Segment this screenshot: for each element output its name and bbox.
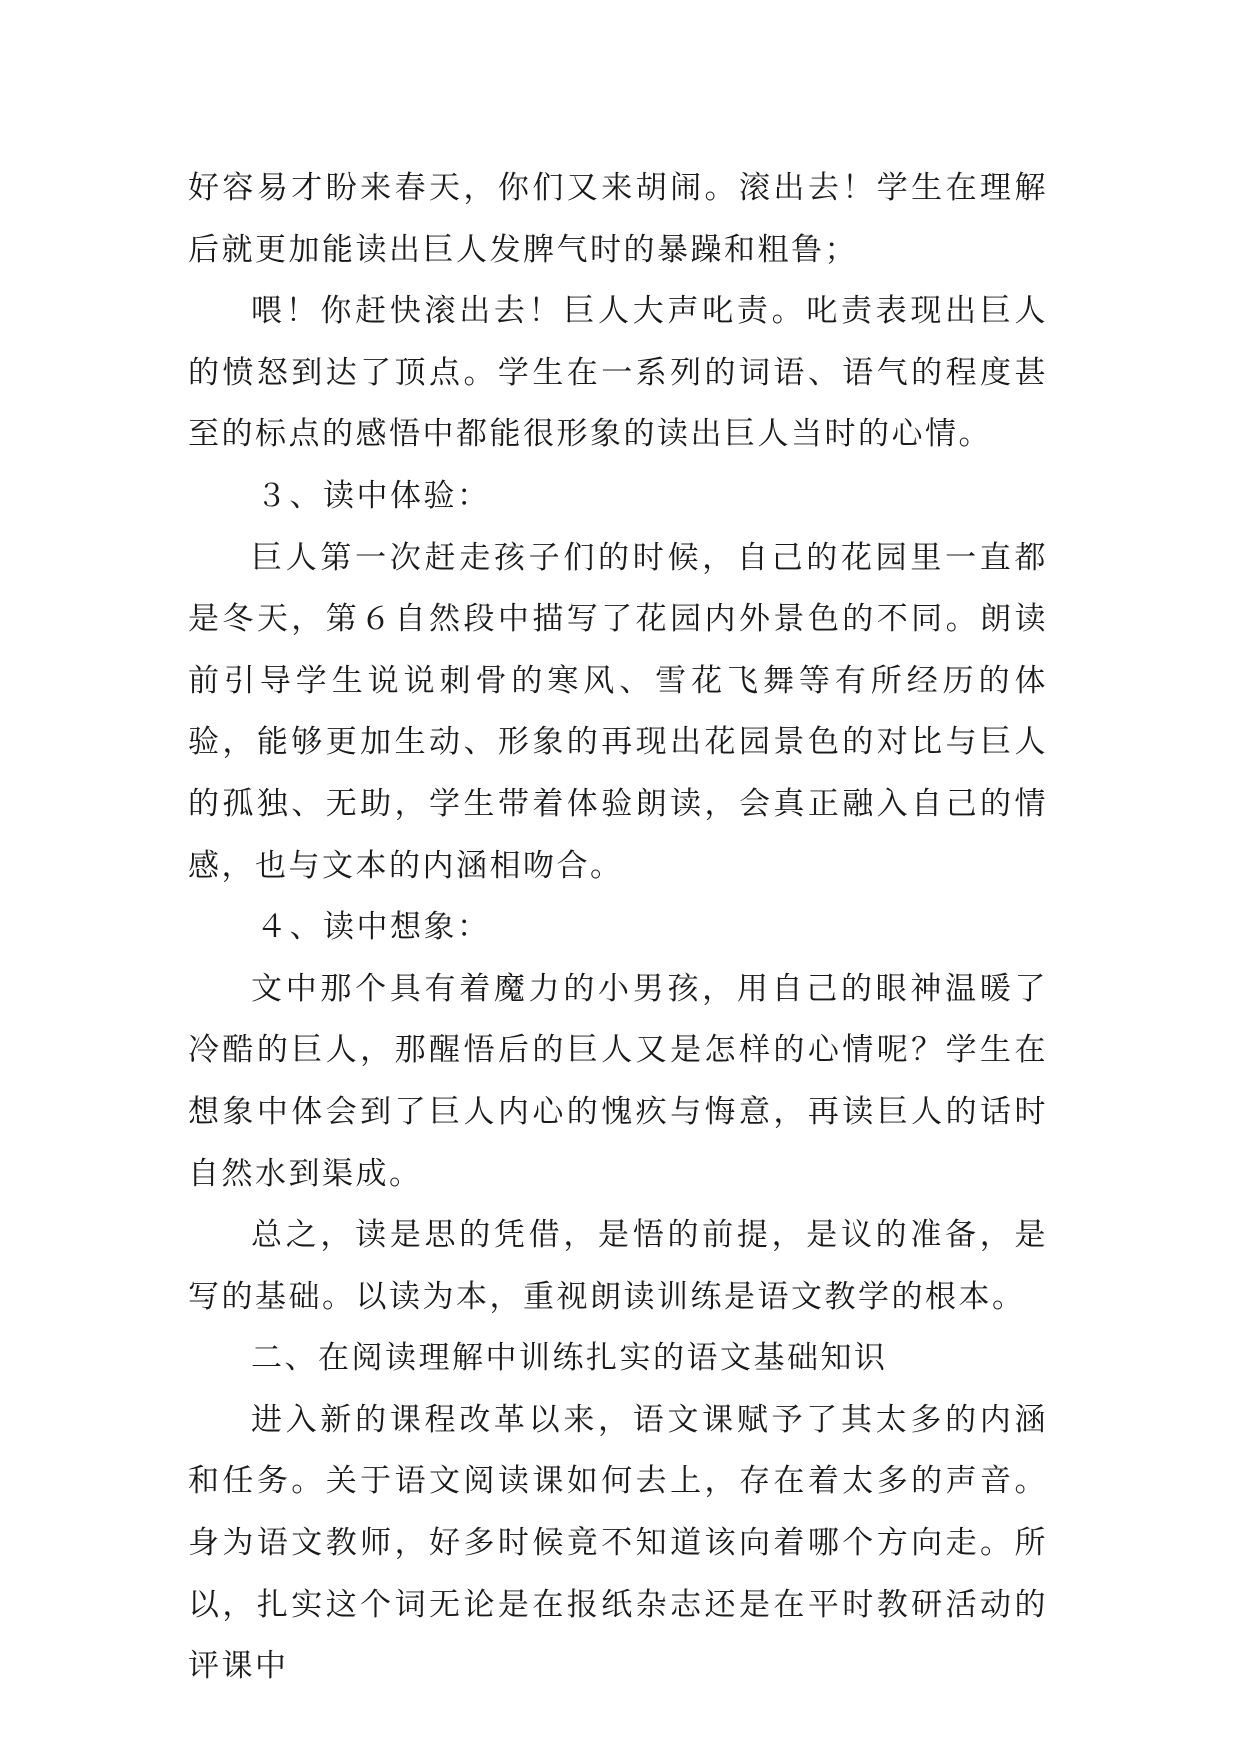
paragraph-9: 进入新的课程改革以来，语文课赋予了其太多的内涵和任务。关于语文阅读课如何去上，存在着太多的声音。身为语文教师，好多时候竟不知道该向着哪个方向走。所以，扎实这个词无论是在报纸杂志还是在平时教研活动的评课中 (188, 1401, 1048, 1685)
section-heading-3: ３、读中体验： (256, 477, 491, 514)
paragraph-1: 好容易才盼来春天，你们又来胡闹。滚出去！学生在理解后就更加能读出巨人发脾气时的暴躁和粗鲁； (188, 170, 1048, 268)
paragraph-2: 喂！你赶快滚出去！巨人大声叱责。叱责表现出巨人的愤怒到达了顶点。学生在一系列的词语、语气的程度甚至的标点的感悟中都能很形象的读出巨人当时的心情。 (188, 293, 1048, 453)
section-heading-4: ４、读中想象： (256, 909, 491, 946)
paragraph-7: 总之，读是思的凭借，是悟的前提，是议的准备，是写的基础。以读为本，重视朗读训练是语文教学的根本。 (188, 1217, 1048, 1315)
paragraph-6: 文中那个具有着魔力的小男孩，用自己的眼神温暖了冷酷的巨人，那醒悟后的巨人又是怎样的心情呢？学生在想象中体会到了巨人内心的愧疚与悔意，再读巨人的话时自然水到渠成。 (188, 970, 1048, 1192)
paragraph-4: 巨人第一次赶走孩子们的时候，自己的花园里一直都是冬天，第６自然段中描写了花园内外景色的不同。朗读前引导学生说说刺骨的寒风、雪花飞舞等有所经历的体验，能够更加生动、形象的再现出花园景色的对比与巨人的孤独、无助，学生带着体验朗读，会真正融入自己的情感，也与文本的内涵相吻合。 (188, 539, 1048, 884)
document-body (188, 158, 1048, 1698)
section-heading-2: 二、在阅读理解中训练扎实的语文基础知识 (251, 1340, 888, 1377)
